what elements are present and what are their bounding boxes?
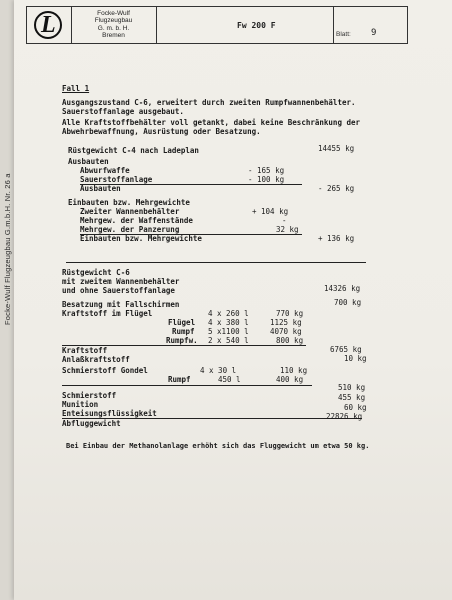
row-subtotal: 110 kg <box>280 366 308 375</box>
sheet-cell <box>333 7 407 43</box>
case-heading: Fall 1 <box>62 84 90 93</box>
row-label: Abwurfwaffe <box>80 166 130 175</box>
row-total: 6765 kg <box>330 345 362 354</box>
row-label: Ausbauten <box>80 184 121 193</box>
row-label: Schmierstoff <box>62 391 117 400</box>
row-total: 60 kg <box>344 403 367 412</box>
company-line: Flugzeugbau <box>94 17 133 25</box>
row-quantity: 4 x 30 l <box>200 366 237 375</box>
row-label: Abfluggewicht <box>62 419 121 428</box>
logo-letter: L <box>41 12 56 38</box>
company-logo-icon <box>34 11 62 39</box>
row-label: Rüstgewicht C-6 <box>62 268 130 277</box>
intro-line: Sauerstoffanlage ausgebaut. <box>62 107 184 116</box>
company-line: G. m. b. H. <box>97 24 130 32</box>
row-label: Einbauten bzw. Mehrgewichte <box>68 198 190 207</box>
row-total: 14326 kg <box>324 284 361 293</box>
intro-line: Alle Kraftstoffbehälter voll getankt, dabei keine Beschränkung der <box>62 118 361 127</box>
row-total: 14455 kg <box>318 144 355 153</box>
row-subtotal: 770 kg <box>276 309 304 318</box>
row-quantity: 450 l <box>218 375 241 384</box>
row-quantity: 4 x 260 l <box>208 309 249 318</box>
row-total: 10 kg <box>344 354 367 363</box>
title-block <box>26 6 408 44</box>
row-total: 510 kg <box>338 383 366 392</box>
section-divider <box>66 262 366 263</box>
row-quantity: 4 x 380 l <box>208 318 249 327</box>
row-label: Ausbauten <box>68 157 109 166</box>
company-line: Bremen <box>102 31 125 39</box>
row-label: Anlaßkraftstoff <box>62 355 130 364</box>
row-total: + 136 kg <box>318 234 355 243</box>
row-subtotal: - 165 kg <box>248 166 285 175</box>
row-label: Enteisungsflüssigkeit <box>62 409 157 418</box>
row-label: Besatzung mit Fallschirmen <box>62 300 180 309</box>
footer-note: Bei Einbau der Methanolanlage erhöht sich das Fluggewicht um etwa 50 kg. <box>66 442 370 450</box>
company-line: Focke-Wulf <box>97 10 130 17</box>
row-total: - 265 kg <box>318 184 355 193</box>
row-subtotal: 32 kg <box>276 225 299 234</box>
row-total: 700 kg <box>334 298 362 307</box>
row-label: Rumpf <box>168 375 191 384</box>
intro-line: Ausgangszustand C-6, erweitert durch zweiten Rumpfwannenbehälter. <box>62 98 356 107</box>
row-subtotal: 4070 kg <box>270 327 302 336</box>
row-subtotal: 400 kg <box>276 375 304 384</box>
row-label: Mehrgew. der Panzerung <box>80 225 180 234</box>
row-subtotal: - <box>282 216 287 225</box>
row-subtotal: 1125 kg <box>270 318 302 327</box>
sheet-number: 9 <box>371 28 377 38</box>
row-quantity: 5 x1100 l <box>208 327 249 336</box>
row-label: Schmierstoff Gondel <box>62 366 148 375</box>
row-subtotal: - 100 kg <box>248 175 285 184</box>
aircraft-type: Fw 200 F <box>237 21 276 30</box>
row-label: mit zweitem Wannenbehälter <box>62 277 180 286</box>
side-margin-text: Focke-Wulf Flugzeugbau G.m.b.H. Nr. 26 a <box>3 173 12 325</box>
row-label: Sauerstoffanlage <box>80 175 153 184</box>
row-label: Rumpfw. <box>166 336 198 345</box>
logo-cell <box>27 7 72 43</box>
row-quantity: 2 x 540 l <box>208 336 249 345</box>
row-label: Flügel <box>168 318 196 327</box>
row-label: Kraftstoff im Flügel <box>62 309 153 318</box>
row-label: Mehrgew. der Waffenstände <box>80 216 193 225</box>
row-total: 455 kg <box>338 393 366 402</box>
row-subtotal: + 104 kg <box>252 207 289 216</box>
row-label: Rüstgewicht C-4 nach Ladeplan <box>68 146 199 155</box>
row-label: Kraftstoff <box>62 346 108 355</box>
row-label: Einbauten bzw. Mehrgewichte <box>80 234 202 243</box>
row-label: Zweiter Wannenbehälter <box>80 207 180 216</box>
row-label: und ohne Sauerstoffanlage <box>62 286 175 295</box>
grand-total: 22826 kg <box>326 412 363 421</box>
company-name <box>71 7 157 43</box>
sheet-label: Blatt: <box>336 31 351 38</box>
row-label: Rumpf <box>172 327 195 336</box>
type-cell <box>157 7 334 43</box>
underline-rule <box>62 385 312 386</box>
row-subtotal: 800 kg <box>276 336 304 345</box>
row-label: Munition <box>62 400 99 409</box>
intro-line: Abwehrbewaffnung, Ausrüstung oder Besatzung. <box>62 127 261 136</box>
